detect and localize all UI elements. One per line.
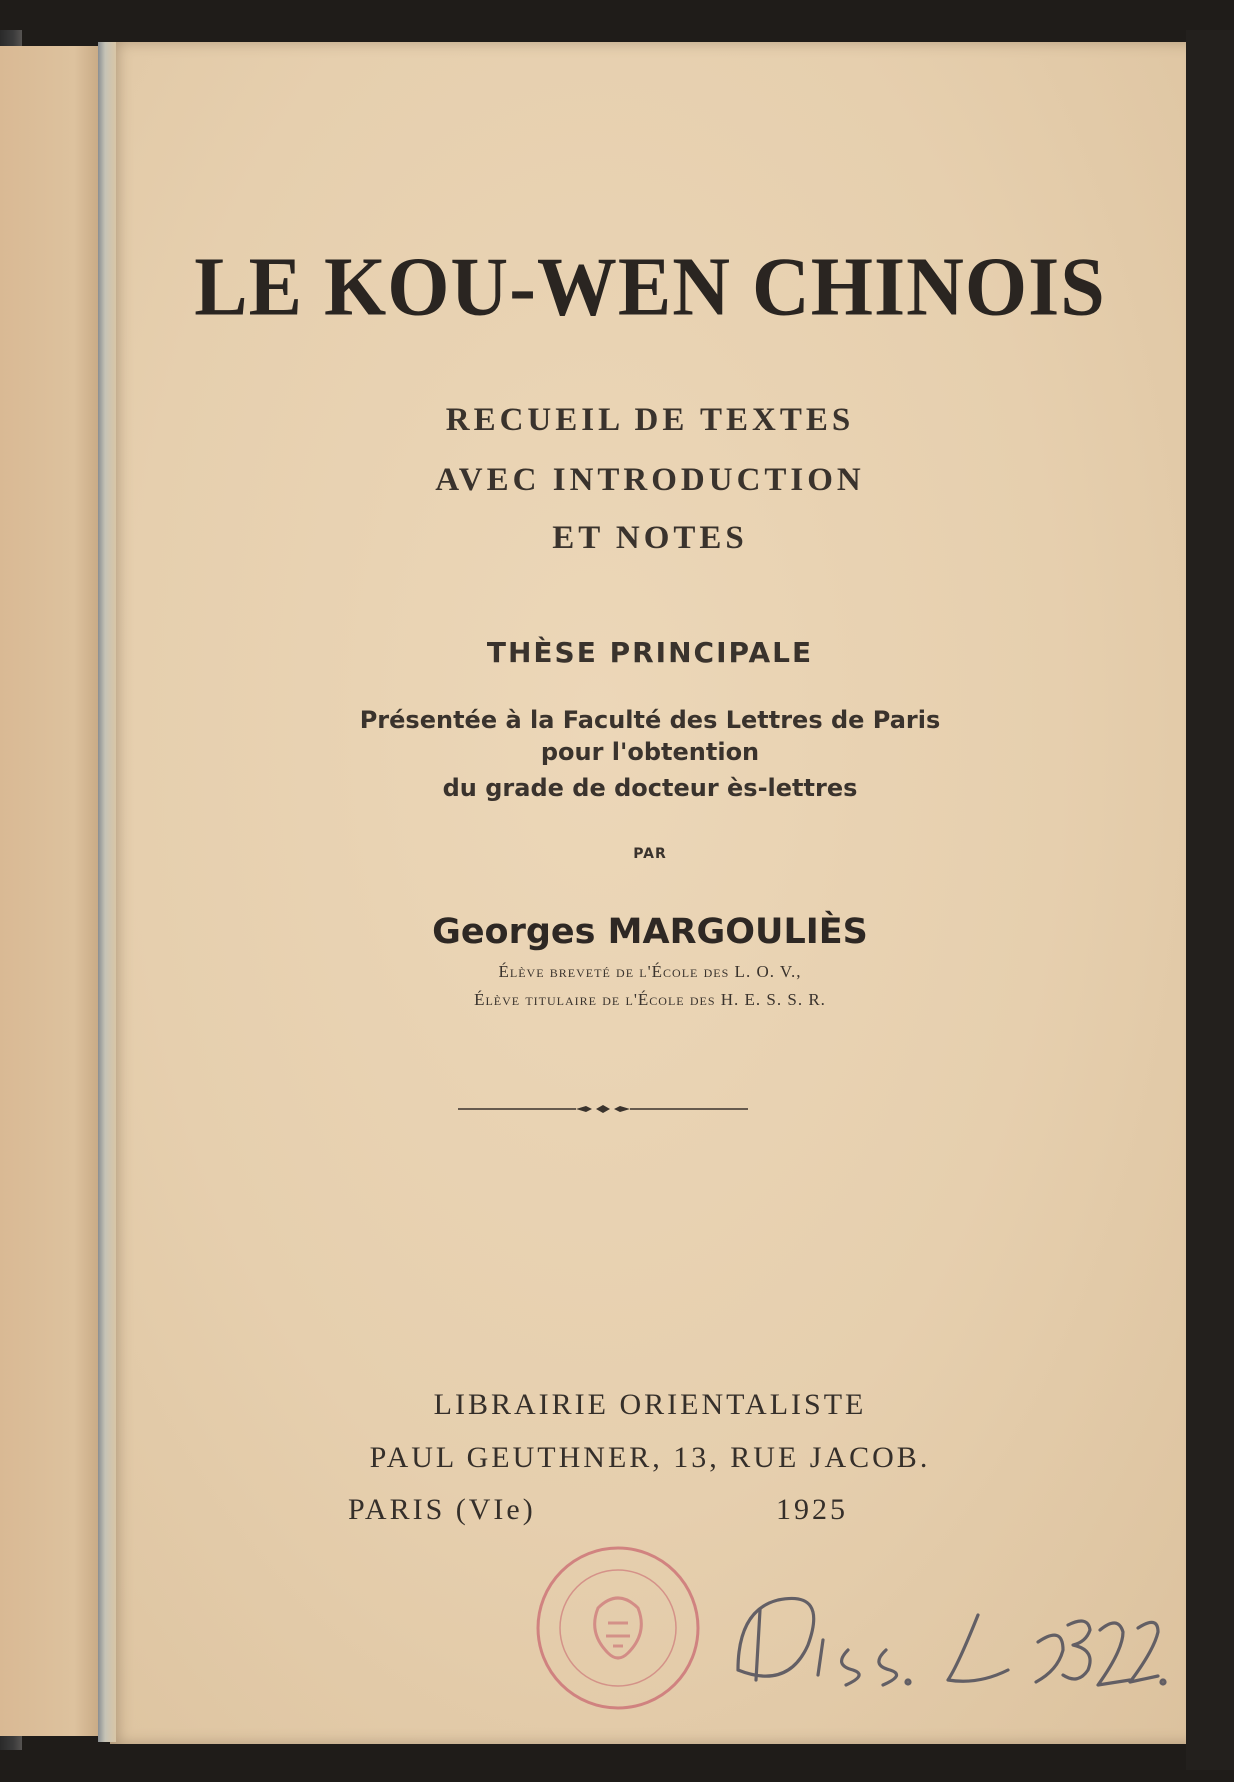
by-label: PAR xyxy=(633,846,667,862)
handwritten-shelfmark-icon xyxy=(718,1570,1168,1720)
imprint-row xyxy=(348,1493,848,1533)
author-name: Georges MARGOULIÈS xyxy=(432,912,868,952)
subtitle-line-3: ET NOTES xyxy=(552,520,748,556)
thesis-line-1: Présentée à la Faculté des Lettres de Paris xyxy=(359,706,941,734)
publisher-name: LIBRAIRIE ORIENTALISTE xyxy=(433,1388,867,1421)
thesis-line-3: du grade de docteur ès-lettres xyxy=(442,774,858,802)
library-stamp-icon xyxy=(528,1538,708,1718)
subtitle-line-1: RECUEIL DE TEXTES xyxy=(445,402,855,438)
publisher-address: PAUL GEUTHNER, 13, RUE JACOB. xyxy=(369,1441,931,1474)
thesis-heading: THÈSE PRINCIPALE xyxy=(486,636,814,669)
book-cover-right-edge xyxy=(1186,30,1234,1770)
subtitle-line-2: AVEC INTRODUCTION xyxy=(435,462,865,498)
imprint-year: 1925 xyxy=(776,1493,848,1526)
credential-line-2: Élève titulaire de l'École des H. E. S. S. R. xyxy=(474,990,826,1009)
thesis-line-2: pour l'obtention xyxy=(540,738,760,766)
credential-line-1: Élève breveté de l'École des L. O. V., xyxy=(498,962,802,981)
facing-page-edge xyxy=(0,46,106,1736)
ornament-rule-icon xyxy=(458,1102,748,1116)
imprint-city: PARIS (VIe) xyxy=(348,1493,536,1526)
book-title: LE KOU-WEN CHINOIS xyxy=(194,240,1106,334)
